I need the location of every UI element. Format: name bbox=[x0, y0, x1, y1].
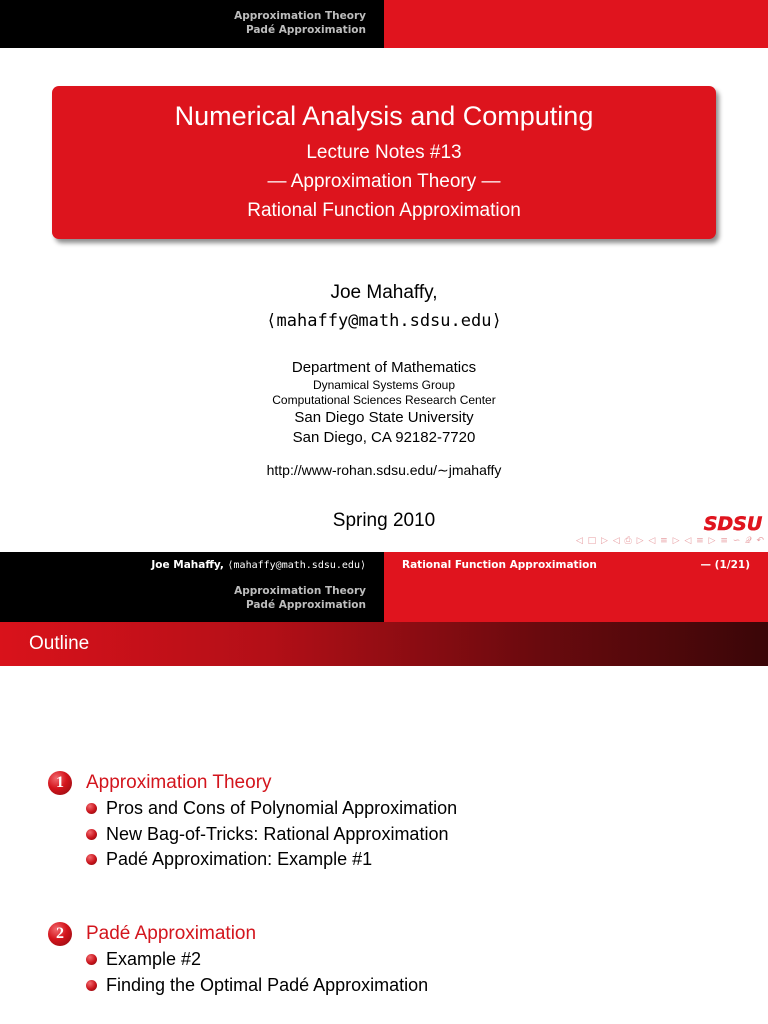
presentation-date: Spring 2010 bbox=[332, 510, 436, 531]
section-number-ball: 1 bbox=[48, 771, 72, 795]
section-heading[interactable] bbox=[48, 770, 748, 796]
bullet-icon bbox=[86, 980, 97, 991]
section-label[interactable]: Padé Approximation bbox=[86, 923, 257, 944]
subsection-label[interactable]: Example #2 bbox=[106, 949, 202, 970]
footline-author bbox=[0, 552, 384, 578]
subtitle-line-3: Rational Function Approximation bbox=[247, 200, 521, 221]
subsection-label[interactable]: Pros and Cons of Polynomial Approximation bbox=[106, 798, 458, 819]
section-number-ball: 2 bbox=[48, 922, 72, 946]
bullet-icon bbox=[86, 854, 97, 865]
headline-bar bbox=[0, 0, 768, 48]
research-center: Computational Sciences Research Center bbox=[272, 393, 496, 407]
homepage-url[interactable]: http://www-rohan.sdsu.edu/∼jmahaffy bbox=[266, 462, 502, 478]
bullet-icon bbox=[86, 803, 97, 814]
headline-subsection-2[interactable]: Padé Approximation bbox=[245, 599, 366, 611]
subsection-item[interactable] bbox=[86, 822, 748, 848]
bullet-icon bbox=[86, 954, 97, 965]
subsection-item[interactable] bbox=[86, 973, 748, 999]
headline-accent-2 bbox=[384, 578, 768, 622]
author-block bbox=[0, 279, 768, 335]
author-name: Joe Mahaffy, bbox=[330, 282, 438, 303]
footline-author-name: Joe Mahaffy, bbox=[151, 559, 224, 571]
outline-section-1 bbox=[48, 770, 748, 873]
university: San Diego State University bbox=[294, 409, 474, 426]
section-heading[interactable] bbox=[48, 921, 748, 947]
footline bbox=[0, 552, 768, 578]
headline-bar-2 bbox=[0, 578, 768, 622]
subsection-item[interactable] bbox=[86, 796, 748, 822]
footline-author-email: ⟨mahaffy@math.sdsu.edu⟩ bbox=[227, 560, 366, 571]
presentation-title: Numerical Analysis and Computing bbox=[174, 101, 594, 131]
headline-nav-2 bbox=[0, 578, 384, 622]
section-label[interactable]: Approximation Theory bbox=[86, 772, 272, 793]
footline-page-number: — (1/21) bbox=[700, 559, 750, 571]
subsection-item[interactable] bbox=[86, 947, 748, 973]
headline-section-2[interactable]: Approximation Theory bbox=[234, 585, 366, 597]
author-email: ⟨mahaffy@math.sdsu.edu⟩ bbox=[266, 311, 502, 331]
subsection-label[interactable]: New Bag-of-Tricks: Rational Approximation bbox=[106, 823, 449, 844]
headline-subsection[interactable]: Padé Approximation bbox=[245, 24, 366, 36]
bullet-icon bbox=[86, 829, 97, 840]
svg-text:SDSU: SDSU bbox=[703, 513, 763, 534]
sdsu-logo bbox=[702, 512, 764, 534]
subtitle-line-1: Lecture Notes #13 bbox=[306, 142, 462, 163]
headline-section[interactable]: Approximation Theory bbox=[234, 10, 366, 22]
subtitle-line-2: — Approximation Theory — bbox=[267, 171, 501, 192]
department: Department of Mathematics bbox=[291, 359, 477, 376]
subsection-item[interactable] bbox=[86, 847, 748, 873]
outline-section-2 bbox=[48, 921, 748, 998]
research-group: Dynamical Systems Group bbox=[312, 378, 456, 392]
beamer-navigation-symbols[interactable]: ◁ □ ▷ ◁ ⎙ ▷ ◁ ≡ ▷ ◁ ≡ ▷ ≡ ∽ 𝒬 ↶ bbox=[575, 536, 765, 546]
institution-block bbox=[0, 358, 768, 480]
title-block bbox=[52, 86, 716, 239]
subsection-label[interactable]: Finding the Optimal Padé Approximation bbox=[106, 974, 429, 995]
subsection-label[interactable]: Padé Approximation: Example #1 bbox=[106, 849, 373, 870]
outline-slide bbox=[0, 578, 768, 1024]
headline-nav bbox=[0, 0, 384, 48]
frame-title: Outline bbox=[0, 622, 768, 666]
address: San Diego, CA 92182-7720 bbox=[292, 429, 476, 446]
footline-info bbox=[384, 552, 768, 578]
footline-title: Rational Function Approximation bbox=[402, 559, 597, 571]
headline-accent bbox=[384, 0, 768, 48]
